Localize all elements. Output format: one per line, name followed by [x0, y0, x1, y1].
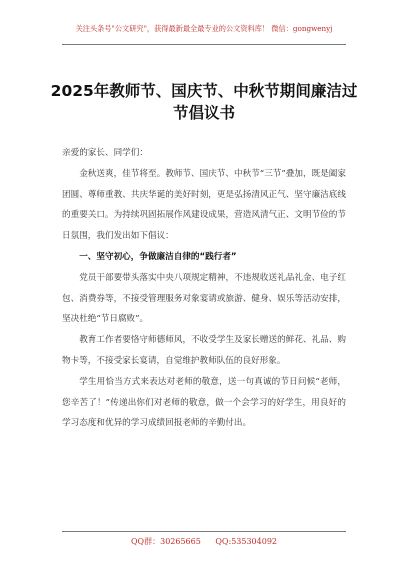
intro-paragraph: 金秋送爽，佳节将至。教师节、国庆节、中秋节“三节”叠加，既是阖家团圆、尊师重教、共庆华诞的美好时刻，更是弘扬清风正气、坚守廉洁底线的重要关口。为持续巩固拓展作风建设成果，营造风清气正、文明节俭的节日氛围，我们发出如下倡议： — [62, 168, 346, 242]
section1-paragraph-1: 党员干部要带头落实中央八项规定精神，不违规收送礼品礼金、电子红包、消费券等，不接受管理服务对象宴请或旅游、健身、娱乐等活动安排，坚决杜绝“节日腐败”。 — [62, 272, 346, 325]
footer — [0, 536, 408, 547]
footer-divider — [62, 531, 346, 532]
header-banner: 关注头条号"公文研究"，获得最新最全最专业的公文资料库！ 微信：gongwenyj — [75, 24, 333, 33]
footer-qq-group: QQ群：30265665 — [130, 537, 201, 546]
section1-paragraph-3: 学生用恰当方式来表达对老师的敬意，送一句真诚的节日问候“老师，您辛苦了！”传递出你们对老师的敬意，做一个会学习的好学生，用良好的学习态度和优异的学习成绩回报老师的辛勤付出。 — [62, 376, 346, 429]
document-body — [62, 143, 346, 434]
header-divider — [62, 44, 346, 45]
section1-paragraph-2: 教育工作者要恪守师德师风，不收受学生及家长赠送的鲜花、礼品、购物卡等，不接受家长宴请，自觉维护教师队伍的良好形象。 — [62, 335, 346, 366]
footer-qq-number: QQ:535304092 — [215, 537, 277, 546]
section-heading-1: 一、坚守初心，争做廉洁自律的“践行者” — [79, 251, 237, 262]
document-title: 2025年教师节、国庆节、中秋节期间廉洁过节倡议书 — [50, 82, 358, 122]
salutation: 亲爱的家长、同学们： — [62, 148, 148, 158]
